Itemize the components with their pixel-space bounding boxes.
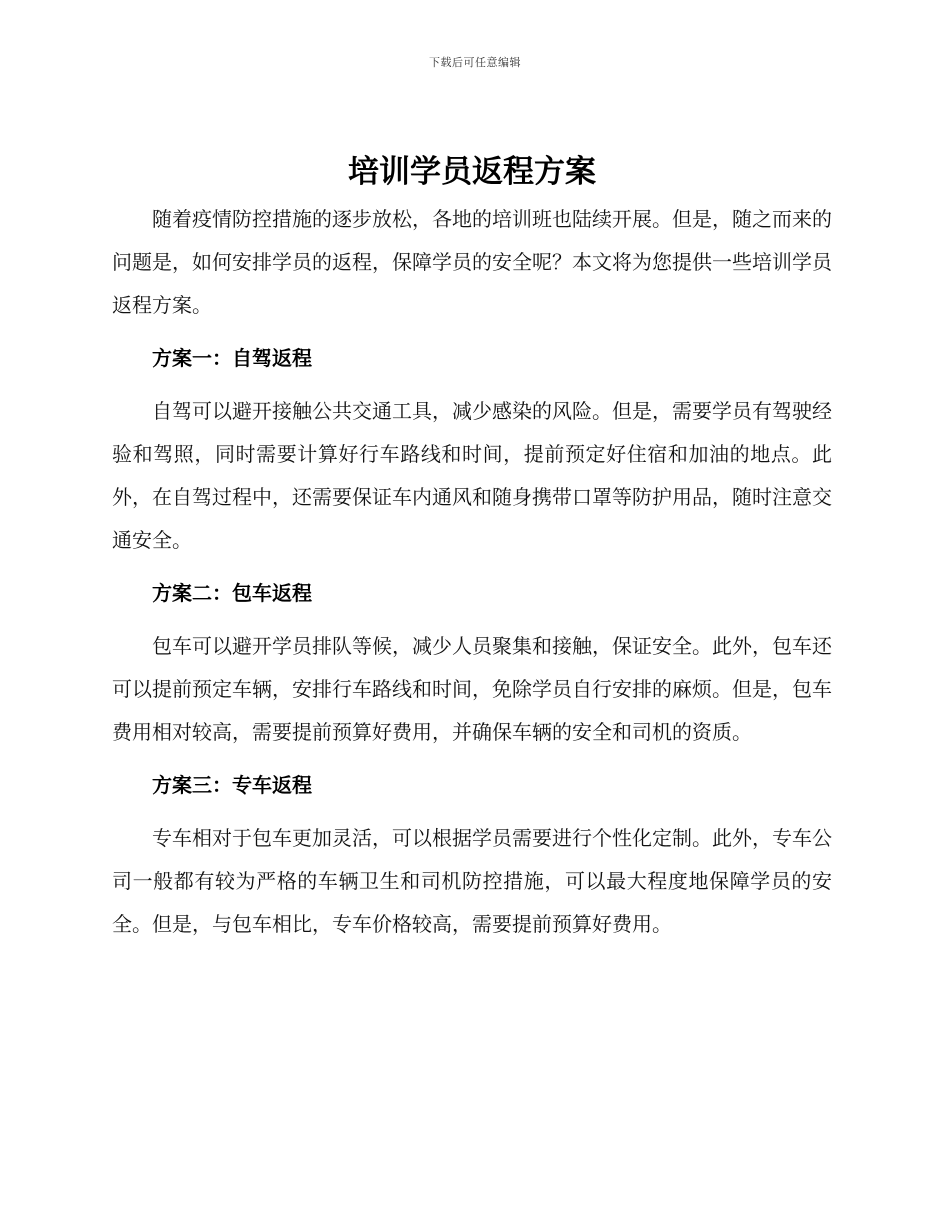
- section-heading: 方案一：自驾返程: [152, 346, 312, 370]
- section-body: 包车可以避开学员排队等候，减少人员聚集和接触，保证安全。此外，包车还可以提前预定车辆，安排行车路线和时间，免除学员自行安排的麻烦。但是，包车费用相对较高，需要提前预算好费用，并确保车辆的安全和司机的资质。: [112, 634, 832, 744]
- document-title: 培训学员返程方案: [348, 154, 596, 190]
- document-content: [112, 150, 832, 946]
- section-private-car: [112, 764, 832, 946]
- section-charter-bus: [112, 572, 832, 754]
- section-body: 自驾可以避开接触公共交通工具，减少感染的风险。但是，需要学员有驾驶经验和驾照，同时需要计算好行车路线和时间，提前预定好住宿和加油的地点。此外，在自驾过程中，还需要保证车内通风和随身携带口罩等防护用品，随时注意交通安全。: [112, 399, 832, 552]
- section-heading: 方案三：专车返程: [152, 773, 312, 797]
- intro-paragraph: 随着疫情防控措施的逐步放松，各地的培训班也陆续开展。但是，随之而来的问题是，如何安排学员的返程，保障学员的安全呢？本文将为您提供一些培训学员返程方案。: [112, 207, 832, 317]
- section-body: 专车相对于包车更加灵活，可以根据学员需要进行个性化定制。此外，专车公司一般都有较为严格的车辆卫生和司机防控措施，可以最大程度地保障学员的安全。但是，与包车相比，专车价格较高，需要提前预算好费用。: [112, 826, 832, 936]
- header-note: 下载后可任意编辑: [429, 56, 521, 69]
- section-self-drive: [112, 337, 832, 562]
- section-heading: 方案二：包车返程: [152, 581, 312, 605]
